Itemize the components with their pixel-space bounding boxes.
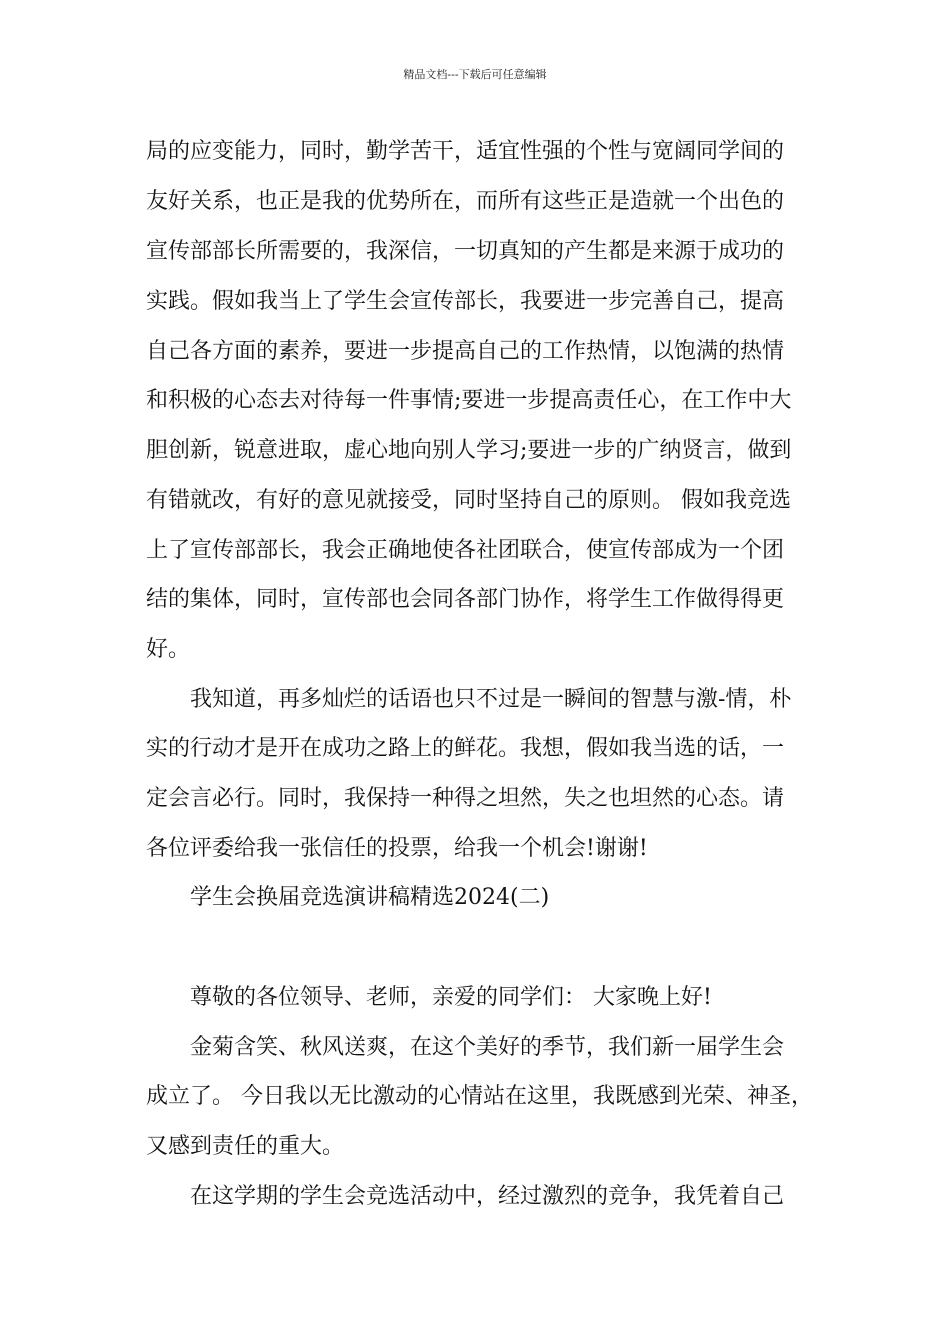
text-line: 有错就改，有好的意见就接受，同时坚持自己的原则。 假如我竞选	[146, 488, 791, 513]
text-line: 局的应变能力，同时，勤学苦干，适宜性强的个性与宽阔同学间的	[146, 139, 785, 164]
section-title: 学生会换届竞选演讲稿精选2024(二)	[190, 885, 550, 910]
paragraph-start: 金菊含笑、秋风送爽，在这个美好的季节，我们新一届学生会	[190, 1035, 785, 1060]
text-line: 好。	[146, 637, 191, 662]
salutation: 尊敬的各位领导、老师，亲爱的同学们： 大家晚上好!	[190, 985, 712, 1010]
page-header: 精品文档---下载后可任意编辑	[403, 68, 547, 81]
text-line: 和积极的心态去对待每一件事情;要进一步提高责任心，在工作中大	[146, 388, 792, 413]
text-line: 定会言必行。同时，我保持一种得之坦然，失之也坦然的心态。请	[146, 786, 785, 811]
text-line: 宣传部部长所需要的，我深信，一切真知的产生都是来源于成功的	[146, 239, 785, 264]
text-line: 实的行动才是开在成功之路上的鲜花。我想，假如我当选的话，一	[146, 736, 785, 761]
paragraph-start: 我知道，再多灿烂的话语也只不过是一瞬间的智慧与激-情，朴	[190, 687, 792, 712]
text-line: 胆创新，锐意进取，虚心地向别人学习;要进一步的广纳贤言，做到	[146, 438, 792, 463]
text-line: 友好关系，也正是我的优势所在，而所有这些正是造就一个出色的	[146, 189, 785, 214]
text-line: 又感到责任的重大。	[146, 1134, 345, 1159]
text-line: 实践。假如我当上了学生会宣传部长，我要进一步完善自己，提高	[146, 289, 785, 314]
text-line: 成立了。 今日我以无比激动的心情站在这里，我既感到光荣、神圣，	[146, 1084, 813, 1109]
text-line: 各位评委给我一张信任的投票，给我一个机会!谢谢!	[146, 836, 648, 861]
text-line: 结的集体，同时，宣传部也会同各部门协作，将学生工作做得得更	[146, 587, 785, 612]
paragraph-start: 在这学期的学生会竞选活动中，经过激烈的竞争，我凭着自己	[190, 1184, 785, 1209]
text-line: 自己各方面的素养，要进一步提高自己的工作热情，以饱满的热情	[146, 339, 785, 364]
text-line: 上了宣传部部长，我会正确地使各社团联合，使宣传部成为一个团	[146, 538, 785, 563]
